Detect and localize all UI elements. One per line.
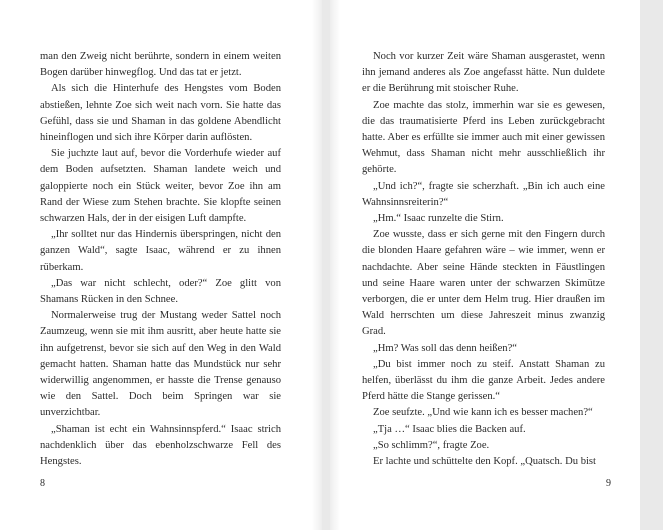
paragraph: Er lachte und schüttelte den Kopf. „Quatsch. Du bist	[373, 456, 596, 468]
paragraph: „Hm.“ Isaac runzelte die Stirn.	[373, 213, 504, 225]
paragraph: „Ihr solltet nur das Hindernis überspringen, nicht den ganzen Wald“, sagte Isaac, während er zu ihnen rüberkam.	[40, 229, 281, 273]
paragraph: Als sich die Hinterhufe des Hengstes vom Boden abstießen, lehnte Zoe sich weit nach vorn. Sie hatte das Gefühl, dass sie und Shaman in das goldene Abendlicht hineinflogen und sich ihre Körper darin auflösten.	[40, 83, 281, 144]
page-number: 9	[606, 478, 611, 489]
paragraph: Zoe machte das stolz, immerhin war sie es gewesen, die das traumatisierte Pferd ins Leben zurückgebracht hatte. Aber es erfüllte sie immer auch mit einer gewissen Wehmut, dass Shaman nicht mehr ausschließlich ihr gehörte.	[362, 99, 605, 176]
gutter-shadow	[312, 0, 322, 530]
right-page	[330, 0, 640, 530]
left-page	[0, 0, 322, 530]
gutter-shadow	[330, 0, 340, 530]
paragraph: „Du bist immer noch zu steif. Anstatt Shaman zu helfen, überlässt du ihm die ganze Arbeit. Jedes andere Pferd hätte die Stange gerissen.“	[362, 358, 605, 403]
page-number: 8	[40, 478, 45, 489]
paragraph: Zoe seufzte. „Und wie kann ich es besser machen?“	[373, 407, 593, 419]
paragraph: Normalerweise trug der Mustang weder Sattel noch Zaumzeug, wenn sie mit ihm ausritt, aber heute hatte sie ihn aufgetrenst, bevor sie sich auf den Weg in den Wald gemacht hatten. Shaman hatte das Mundstück nur sehr widerwillig angenommen, er hasste die Trense genauso wie den Sattel. Doch beim Springen war sie unverzichtbar.	[40, 310, 281, 419]
paragraph: „So schlimm?“, fragte Zoe.	[373, 439, 490, 451]
paragraph: „Das war nicht schlecht, oder?“ Zoe glitt von Shamans Rücken in den Schnee.	[40, 277, 281, 306]
left-page-text	[40, 49, 281, 470]
right-page-text	[362, 49, 605, 470]
paragraph: Noch vor kurzer Zeit wäre Shaman ausgerastet, wenn ihn jemand anderes als Zoe angefasst hätte. Nun duldete er die Berührung mit stoischer Ruhe.	[362, 51, 605, 95]
paragraph: „Shaman ist echt ein Wahnsinnspferd.“ Isaac strich nachdenklich über das ebenholzschwarze Fell des Hengstes.	[40, 423, 281, 468]
paragraph: Zoe wusste, dass er sich gerne mit den Fingern durch die blonden Haare gefahren wäre – wie immer, wenn er nachdachte. Aber seine Hände steckten in Fäustlingen und seine Haare waren unter der schwarzen Skimütze verborgen, die er unter dem Helm trug. Hier draußen im Wald herrschten um diese Jahreszeit minus zwanzig Grad.	[362, 229, 605, 338]
paragraph: Sie juchzte laut auf, bevor die Vorderhufe wieder auf dem Boden aufsetzten. Shaman landete weich und galoppierte noch ein Stück weiter, bevor Zoe ihn am Rand der Wiese zum Stehen brachte. Sie klopfte seinen schwarzen Hals, der in der eisigen Luft dampfte.	[40, 148, 281, 225]
paragraph: „Und ich?“, fragte sie scherzhaft. „Bin ich auch eine Wahnsinnsreiterin?“	[362, 180, 605, 208]
paragraph: „Hm? Was soll das denn heißen?“	[373, 342, 517, 354]
paragraph: man den Zweig nicht berührte, sondern in einem weiten Bogen darüber hinwegflog. Und das tat er jetzt.	[40, 51, 281, 79]
paragraph: „Tja …“ Isaac blies die Backen auf.	[373, 423, 526, 435]
